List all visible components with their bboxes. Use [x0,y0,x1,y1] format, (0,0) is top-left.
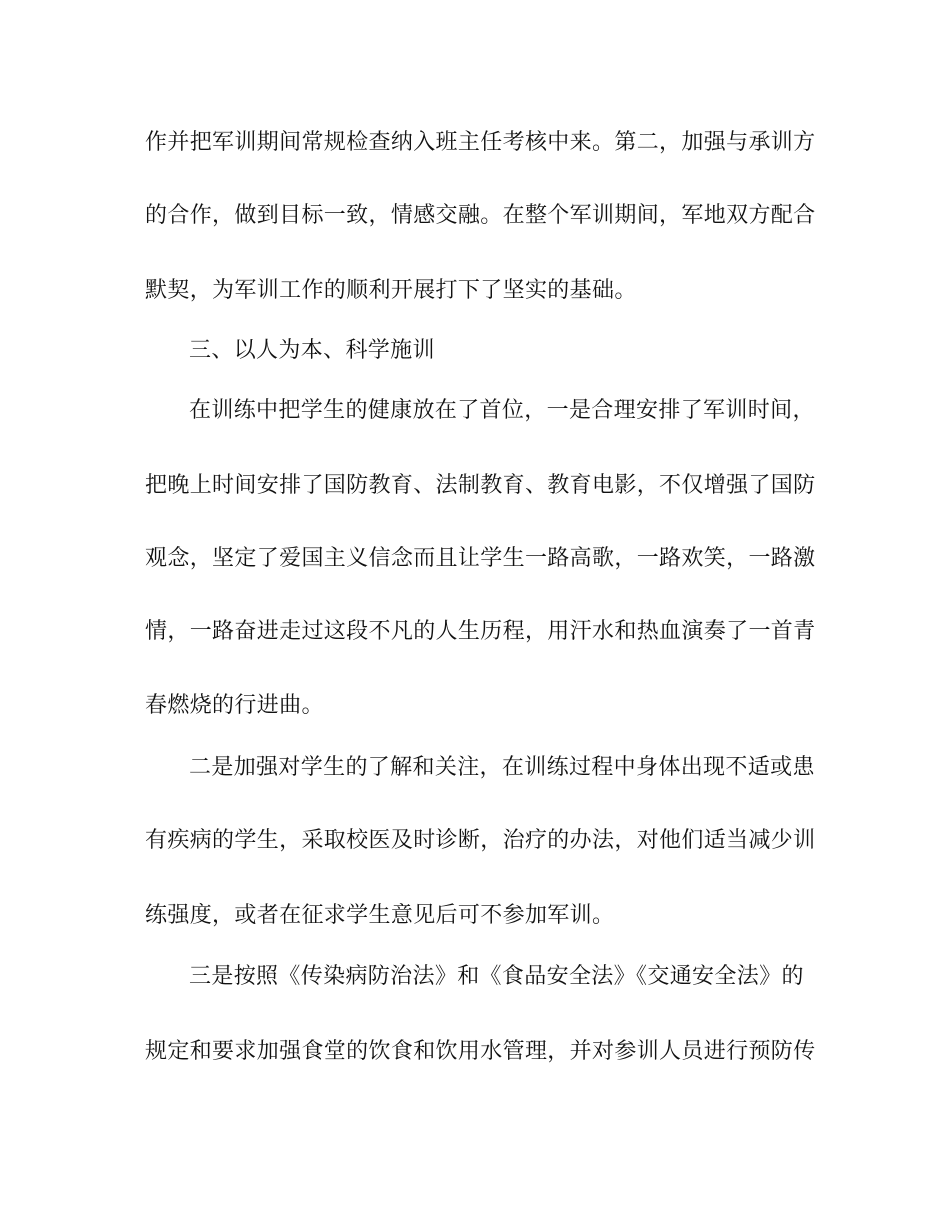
text-line: 练强度，或者在征求学生意见后可不参加军训。 [145,903,615,928]
text-line: 有疾病的学生，采取校医及时诊断，治疗的办法，对他们适当减少训 [145,828,816,853]
text-line: 三是按照《传染病防治法》和《食品安全法》《交通安全法》的 [189,964,804,989]
text-line: 默契，为军训工作的顺利开展打下了坚实的基础。 [145,278,637,303]
section-heading: 三、以人为本、科学施训 [189,338,435,363]
text-line: 把晚上时间安排了国防教育、法制教育、教育电影，不仅增强了国防 [145,473,816,498]
text-line: 观念，坚定了爱国主义信念而且让学生一路高歌，一路欢笑，一路激 [145,546,816,571]
text-line: 规定和要求加强食堂的饮食和饮用水管理，并对参训人员进行预防传 [145,1039,816,1064]
text-line: 二是加强对学生的了解和关注，在训练过程中身体出现不适或患 [189,755,815,780]
text-line: 的合作，做到目标一致，情感交融。在整个军训期间，军地双方配合 [145,203,816,228]
text-line: 作并把军训期间常规检查纳入班主任考核中来。第二，加强与承训方 [145,130,816,155]
text-line: 情，一路奋进走过这段不凡的人生历程，用汗水和热血演奏了一首青 [145,619,816,644]
text-line: 春燃烧的行进曲。 [145,693,324,718]
text-line: 在训练中把学生的健康放在了首位，一是合理安排了军训时间， [189,398,815,423]
